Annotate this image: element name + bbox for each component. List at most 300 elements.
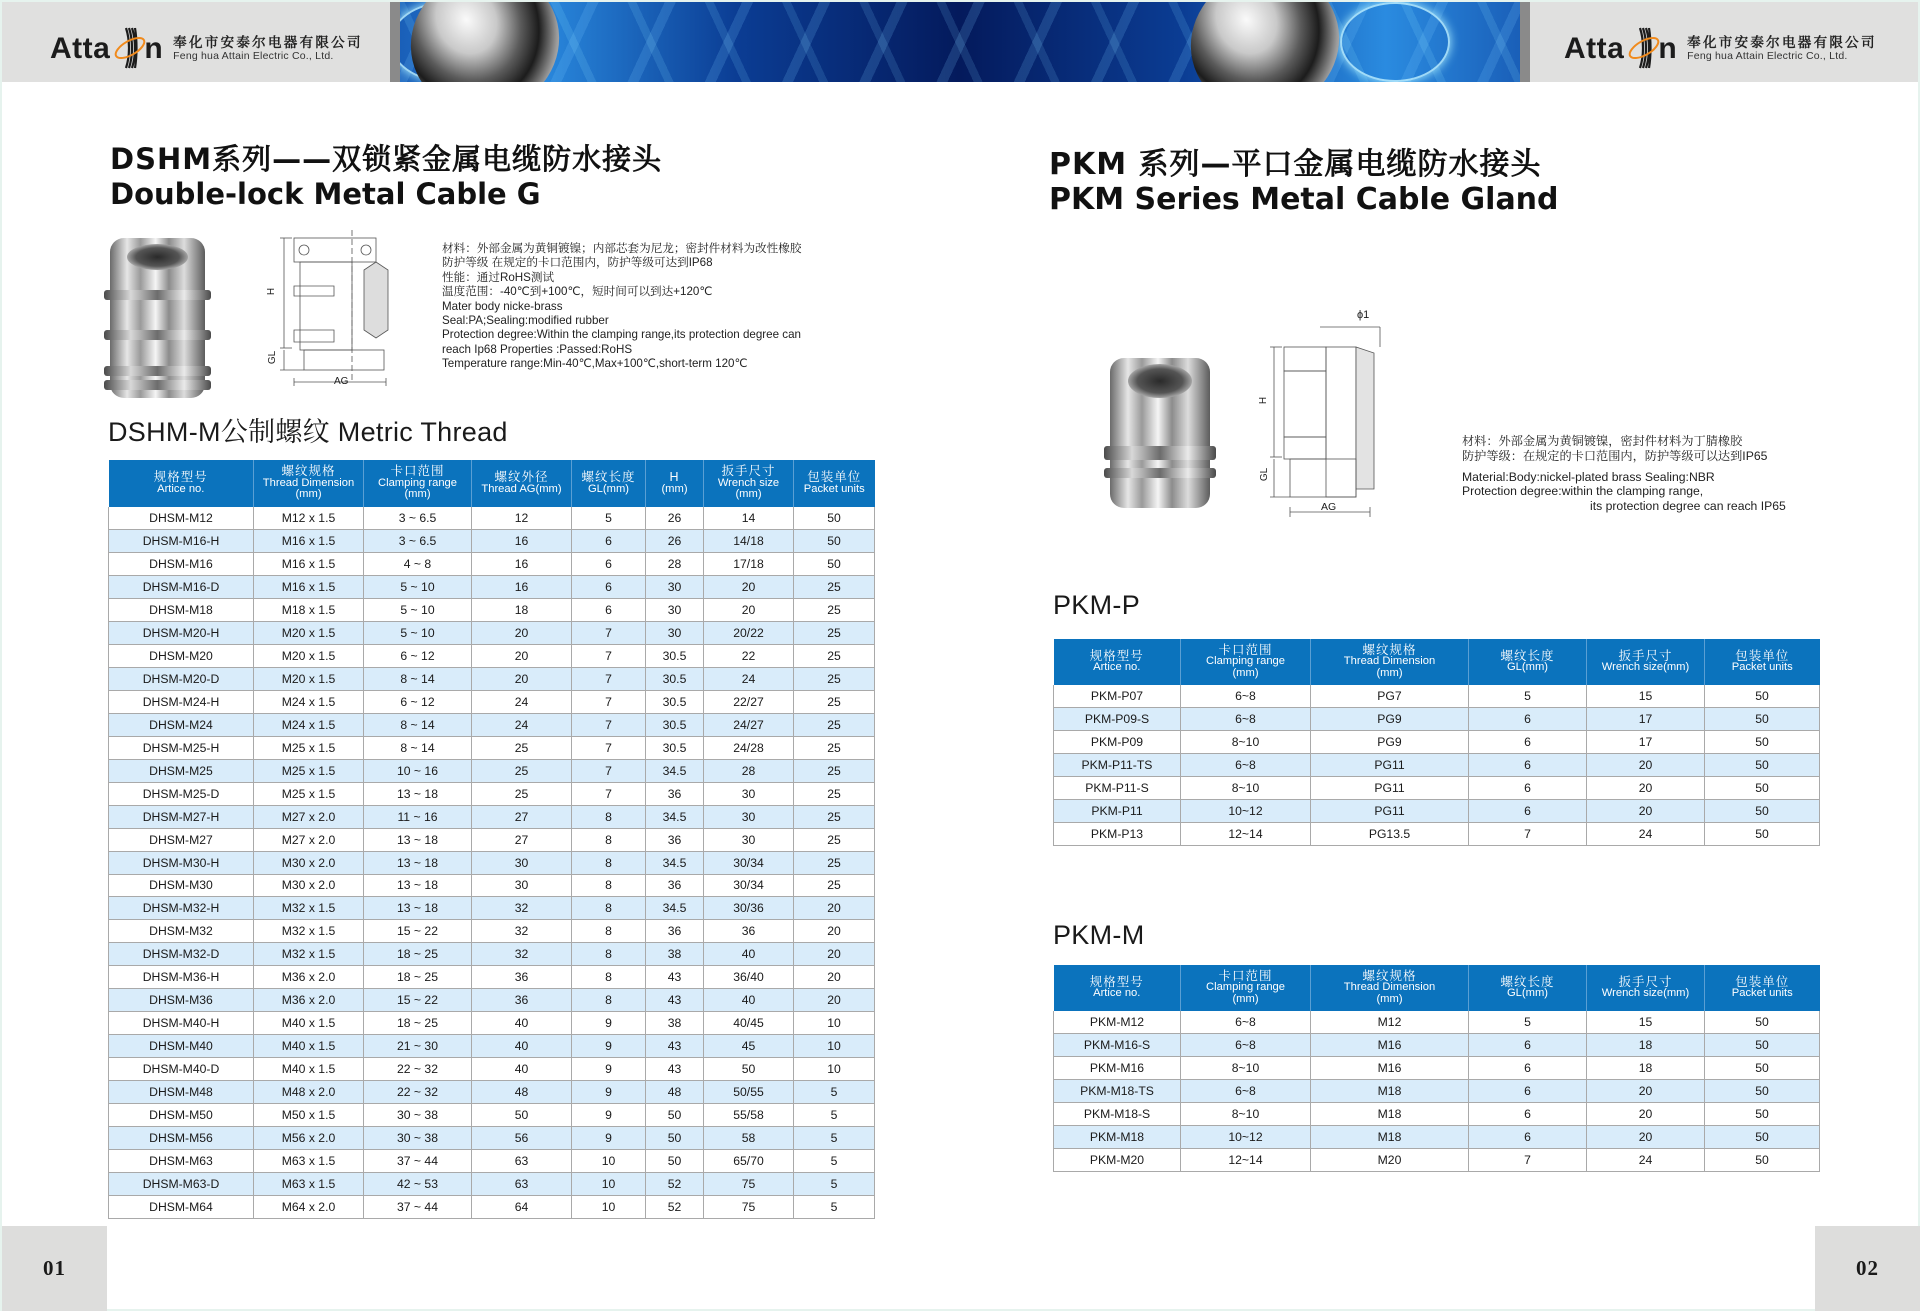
table-row — [109, 599, 875, 622]
table-cell: 24 — [472, 691, 572, 714]
page-number-box-right — [1815, 1226, 1920, 1311]
table-cell: 40 — [704, 989, 794, 1012]
table-cell: PG9 — [1311, 731, 1469, 754]
table-cell: 3 ~ 6.5 — [364, 530, 472, 553]
table-cell: DHSM-M30 — [109, 874, 254, 897]
table-cell: 6~8 — [1181, 685, 1311, 708]
description-line: its protection degree can reach IP65 — [1590, 499, 1786, 514]
drawing-label-gl: GL — [1259, 467, 1271, 482]
table-cell: 32 — [472, 897, 572, 920]
table-cell: 10 ~ 16 — [364, 759, 472, 782]
table-cell: 7 — [572, 645, 646, 668]
table-cell: 24 — [472, 713, 572, 736]
column-header-cn: 卡口范围 — [1218, 968, 1273, 983]
table-cell: 45 — [704, 1035, 794, 1058]
table-cell: DHSM-M48 — [109, 1080, 254, 1103]
column-header-cn: 包装单位 — [807, 470, 862, 484]
dshm-title-cn: DSHM系列——双锁紧金属电缆防水接头 — [110, 142, 663, 176]
table-cell: M24 x 1.5 — [254, 713, 364, 736]
table-cell: 18 ~ 25 — [364, 943, 472, 966]
table-cell: PG11 — [1311, 799, 1469, 822]
table-cell: 24/28 — [704, 736, 794, 759]
column-header-unit: (mm) — [1232, 666, 1259, 679]
table-cell: PKM-P07 — [1054, 685, 1181, 708]
table-cell: 30 — [704, 805, 794, 828]
table-cell: DHSM-M36 — [109, 989, 254, 1012]
table-cell: 50 — [1705, 799, 1820, 822]
company-name-en: Feng hua Attain Electric Co., Ltd. — [173, 49, 334, 62]
table-row — [1054, 1011, 1820, 1034]
table-row — [109, 1149, 875, 1172]
table-cell: 6 — [572, 576, 646, 599]
table-cell: 34.5 — [646, 759, 704, 782]
table-cell: 43 — [646, 966, 704, 989]
table-cell: 8 ~ 14 — [364, 713, 472, 736]
table-cell: DHSM-M16 — [109, 553, 254, 576]
table-cell: 7 — [1469, 822, 1587, 845]
table-cell: M32 x 1.5 — [254, 920, 364, 943]
table-cell: M30 x 2.0 — [254, 851, 364, 874]
table-cell: 43 — [646, 1035, 704, 1058]
table-cell: 30.5 — [646, 691, 704, 714]
table-cell: 16 — [472, 576, 572, 599]
table-cell: DHSM-M20 — [109, 645, 254, 668]
pkm-p-section-label: PKM-P — [1053, 590, 1141, 620]
table-cell: 24 — [1587, 1148, 1705, 1171]
table-cell: 22 ~ 32 — [364, 1058, 472, 1081]
table-cell: 38 — [646, 1012, 704, 1035]
table-cell: DHSM-M32-H — [109, 897, 254, 920]
table-cell: M25 x 1.5 — [254, 782, 364, 805]
table-cell: 36 — [646, 874, 704, 897]
header-logo-right — [1520, 2, 1918, 82]
table-cell: M25 x 1.5 — [254, 759, 364, 782]
table-cell: DHSM-M64 — [109, 1195, 254, 1218]
table-cell: 25 — [794, 691, 875, 714]
pkm-m-section-label: PKM-M — [1053, 920, 1145, 950]
table-cell: 52 — [646, 1195, 704, 1218]
table-cell: 30 — [472, 851, 572, 874]
column-header-unit: (mm) — [1232, 992, 1259, 1005]
table-cell: 50 — [1705, 685, 1820, 708]
table-cell: 5 ~ 10 — [364, 576, 472, 599]
column-header-en: Wrench size(mm) — [1601, 987, 1690, 999]
table-cell: 7 — [572, 713, 646, 736]
table-cell: 7 — [572, 668, 646, 691]
table-cell: M16 x 1.5 — [254, 553, 364, 576]
table-cell: 36 — [472, 989, 572, 1012]
table-row — [109, 1126, 875, 1149]
table-cell: 50 — [1705, 1011, 1820, 1034]
table-cell: DHSM-M40-D — [109, 1058, 254, 1081]
table-cell: 25 — [794, 645, 875, 668]
table-cell: 50 — [1705, 1148, 1820, 1171]
table-cell: M40 x 1.5 — [254, 1035, 364, 1058]
table-cell: 5 — [794, 1195, 875, 1218]
table-cell: 75 — [704, 1195, 794, 1218]
description-line: 防护等级 在规定的卡口范围内，防护等级可达到IP68 — [442, 256, 713, 270]
table-cell: 40/45 — [704, 1012, 794, 1035]
table-cell: PKM-M12 — [1054, 1011, 1181, 1034]
table-cell: 6~8 — [1181, 1034, 1311, 1057]
table-cell: DHSM-M40 — [109, 1035, 254, 1058]
table-cell: 64 — [472, 1195, 572, 1218]
table-cell: 6 — [1469, 754, 1587, 777]
table-cell: 50/55 — [704, 1080, 794, 1103]
table-cell: 40 — [472, 1035, 572, 1058]
table-cell: 6 — [572, 553, 646, 576]
table-cell: 30/34 — [704, 851, 794, 874]
table-cell: 9 — [572, 1012, 646, 1035]
table-cell: 5 — [794, 1149, 875, 1172]
description-line: Mater body nicke-brass — [442, 299, 563, 313]
column-header-en: Artice no. — [1093, 987, 1141, 999]
table-cell: M12 — [1311, 1011, 1469, 1034]
table-cell: 9 — [572, 1035, 646, 1058]
table-cell: 10 — [572, 1195, 646, 1218]
column-header — [109, 460, 254, 507]
table-cell: 50 — [1705, 1057, 1820, 1080]
table-cell: 30 ~ 38 — [364, 1126, 472, 1149]
table-cell: 20 — [704, 576, 794, 599]
column-header-cn: 螺纹长度 — [581, 470, 636, 484]
table-cell: 20 — [1587, 799, 1705, 822]
table-cell: 22 — [704, 645, 794, 668]
table-cell: 50 — [1705, 1125, 1820, 1148]
table-cell: 5 — [794, 1103, 875, 1126]
table-cell: DHSM-M50 — [109, 1103, 254, 1126]
table-row — [109, 507, 875, 530]
table-cell: 48 — [646, 1080, 704, 1103]
table-row — [1054, 822, 1820, 845]
pkm-title-cn: PKM 系列—平口金属电缆防水接头 — [1049, 147, 1542, 182]
table-cell: 25 — [472, 759, 572, 782]
table-cell: DHSM-M27 — [109, 828, 254, 851]
table-cell: 10 — [794, 1058, 875, 1081]
table-cell: PKM-M18-S — [1054, 1103, 1181, 1126]
logo-word-part-1: Atta — [1564, 32, 1625, 65]
column-header-cn: 包装单位 — [1735, 648, 1790, 663]
table-cell: DHSM-M30-H — [109, 851, 254, 874]
table-cell: M16 — [1311, 1034, 1469, 1057]
table-cell: 56 — [472, 1126, 572, 1149]
table-cell: 37 ~ 44 — [364, 1195, 472, 1218]
table-row — [109, 874, 875, 897]
column-header — [1587, 639, 1705, 685]
description-line: Material:Body:nickel-plated brass Sealing:NBR — [1462, 469, 1715, 484]
table-cell: 20 — [794, 920, 875, 943]
table-cell: 30 — [646, 622, 704, 645]
table-cell: 36/40 — [704, 966, 794, 989]
column-header-cn: 扳手尺寸 — [1618, 974, 1673, 989]
table-cell: 50 — [1705, 822, 1820, 845]
table-cell: 30/36 — [704, 897, 794, 920]
logo-edge-bar — [1520, 2, 1530, 82]
column-header — [1054, 639, 1181, 685]
table-cell: 18 — [472, 599, 572, 622]
table-cell: 40 — [472, 1058, 572, 1081]
table-cell: 8~10 — [1181, 1103, 1311, 1126]
table-cell: DHSM-M56 — [109, 1126, 254, 1149]
table-cell: 6~8 — [1181, 754, 1311, 777]
description-line: Protection degree:Within the clamping range,its protection degree can — [442, 328, 801, 342]
table-cell: PKM-M18 — [1054, 1125, 1181, 1148]
column-header-cn: 卡口范围 — [1218, 642, 1273, 657]
logo-wordmark — [1564, 32, 1677, 66]
table-cell: 5 — [1469, 685, 1587, 708]
table-cell: M32 x 1.5 — [254, 897, 364, 920]
column-header-cn: 扳手尺寸 — [1618, 648, 1673, 663]
table-cell: 50 — [1705, 708, 1820, 731]
table-row — [1054, 754, 1820, 777]
column-header-unit: (mm) — [1376, 666, 1403, 679]
description-line: Seal:PA;Sealing:modified rubber — [442, 314, 609, 328]
gland-nut-band — [104, 366, 211, 376]
table-cell: PKM-M16 — [1054, 1057, 1181, 1080]
table-cell: 20 — [794, 943, 875, 966]
table-cell: M20 x 1.5 — [254, 622, 364, 645]
logo-word-part-2: n — [144, 32, 164, 65]
table-cell: PKM-M18-TS — [1054, 1080, 1181, 1103]
table-cell: 5 — [794, 1172, 875, 1195]
column-header-en: Clamping range — [378, 476, 457, 489]
table-cell: M24 x 1.5 — [254, 691, 364, 714]
table-cell: 13 ~ 18 — [364, 782, 472, 805]
table-cell: 9 — [572, 1058, 646, 1081]
catalog-spread — [2, 2, 1918, 1309]
table-row — [109, 989, 875, 1012]
table-row — [109, 805, 875, 828]
table-row — [1054, 1125, 1820, 1148]
table-cell: 43 — [646, 1058, 704, 1081]
dshm-spec-table — [108, 460, 875, 1219]
table-cell: 20 — [472, 645, 572, 668]
column-header-en: Packet units — [1731, 987, 1793, 999]
table-cell: M27 x 2.0 — [254, 805, 364, 828]
column-header — [1469, 965, 1587, 1011]
table-cell: 50 — [704, 1058, 794, 1081]
table-cell: 65/70 — [704, 1149, 794, 1172]
table-cell: 25 — [794, 805, 875, 828]
description-line: reach Ip68 Properties :Passed:RoHS — [442, 342, 633, 356]
table-cell: 20 — [472, 668, 572, 691]
table-cell: DHSM-M18 — [109, 599, 254, 622]
table-cell: 5 — [1469, 1011, 1587, 1034]
pkm-product-photo — [1110, 358, 1210, 508]
table-cell: 50 — [794, 553, 875, 576]
table-row — [109, 943, 875, 966]
table-cell: 24 — [1587, 822, 1705, 845]
table-cell: 50 — [646, 1126, 704, 1149]
gland-opening — [127, 244, 188, 270]
table-cell: 20 — [1587, 1103, 1705, 1126]
table-cell: DHSM-M16-H — [109, 530, 254, 553]
table-cell: DHSM-M63-D — [109, 1172, 254, 1195]
table-cell: 20 — [1587, 754, 1705, 777]
table-cell: M50 x 1.5 — [254, 1103, 364, 1126]
table-cell: PG7 — [1311, 685, 1469, 708]
table-cell: 5 ~ 10 — [364, 622, 472, 645]
table-cell: 25 — [472, 782, 572, 805]
company-logo — [1564, 32, 1877, 66]
table-cell: M18 — [1311, 1125, 1469, 1148]
gland-nut-band — [1104, 468, 1216, 478]
column-header-en: Artice no. — [157, 482, 205, 495]
table-cell: 17 — [1587, 708, 1705, 731]
table-cell: 26 — [646, 530, 704, 553]
right-page-title — [1049, 147, 1559, 217]
table-cell: 12~14 — [1181, 822, 1311, 845]
column-header-cn: H — [669, 470, 680, 484]
table-row — [109, 622, 875, 645]
table-body — [109, 507, 875, 1218]
table-cell: 14 — [704, 507, 794, 530]
table-cell: 14/18 — [704, 530, 794, 553]
table-cell: 36 — [646, 920, 704, 943]
description-line: 性能：通过RoHS测试 — [442, 270, 555, 284]
table-cell: 48 — [472, 1080, 572, 1103]
table-cell: 6 — [1469, 1057, 1587, 1080]
table-cell: 5 — [572, 507, 646, 530]
table-row — [109, 782, 875, 805]
table-cell: M18 — [1311, 1103, 1469, 1126]
column-header-cn: 包装单位 — [1735, 974, 1790, 989]
table-cell: 50 — [1705, 777, 1820, 800]
table-cell: DHSM-M63 — [109, 1149, 254, 1172]
table-row — [109, 668, 875, 691]
table-cell: M63 x 1.5 — [254, 1172, 364, 1195]
column-header-cn: 螺纹规格 — [1362, 642, 1417, 657]
table-cell: 6 — [1469, 799, 1587, 822]
column-header — [1469, 639, 1587, 685]
column-header — [1054, 965, 1181, 1011]
table-cell: 34.5 — [646, 851, 704, 874]
column-header-cn: 螺纹长度 — [1500, 974, 1555, 989]
table-row — [109, 851, 875, 874]
table-cell: 10 — [794, 1012, 875, 1035]
table-cell: 8~10 — [1181, 777, 1311, 800]
column-header — [472, 460, 572, 507]
company-name-cn: 奉化市安泰尔电器有限公司 — [173, 35, 363, 51]
table-cell: 8 — [572, 874, 646, 897]
table-cell: DHSM-M25-H — [109, 736, 254, 759]
description-line: 材料：外部金属为黄铜镀镍；内部芯套为尼龙；密封件材料为改性橡胶 — [442, 242, 802, 255]
column-header-en: Thread Dimension — [1343, 981, 1436, 994]
column-header — [646, 460, 704, 507]
table-cell: DHSM-M16-D — [109, 576, 254, 599]
table-cell: 25 — [794, 576, 875, 599]
table-cell: 25 — [472, 736, 572, 759]
table-cell: M25 x 1.5 — [254, 736, 364, 759]
table-cell: 6~8 — [1181, 1011, 1311, 1034]
table-cell: 10 — [572, 1149, 646, 1172]
description-line: Protection degree:within the clamping range, — [1462, 484, 1704, 499]
page-number-box-left — [2, 1226, 107, 1311]
table-row — [1054, 708, 1820, 731]
table-cell: 16 — [472, 530, 572, 553]
table-cell: 36 — [646, 828, 704, 851]
table-cell: 13 ~ 18 — [364, 874, 472, 897]
table-cell: M18 — [1311, 1080, 1469, 1103]
column-header — [1705, 965, 1820, 1011]
table-cell: 15 — [1587, 685, 1705, 708]
table-row — [109, 759, 875, 782]
table-cell: DHSM-M24 — [109, 713, 254, 736]
column-header — [704, 460, 794, 507]
table-cell: 50 — [794, 507, 875, 530]
table-cell: 38 — [646, 943, 704, 966]
table-cell: 8 — [572, 966, 646, 989]
table-cell: 7 — [572, 736, 646, 759]
table-cell: 43 — [646, 989, 704, 1012]
table-cell: DHSM-M25-D — [109, 782, 254, 805]
column-header-cn: 规格型号 — [1089, 648, 1144, 663]
table-cell: PKM-P09 — [1054, 731, 1181, 754]
table-cell: 20 — [1587, 777, 1705, 800]
table-cell: 7 — [572, 782, 646, 805]
table-cell: 58 — [704, 1126, 794, 1149]
table-row — [109, 691, 875, 714]
table-cell: 6 — [1469, 1080, 1587, 1103]
column-header-unit: (mm) — [404, 488, 431, 501]
table-cell: 13 ~ 18 — [364, 851, 472, 874]
table-row — [1054, 799, 1820, 822]
table-row — [109, 920, 875, 943]
table-row — [109, 1103, 875, 1126]
column-header-en: (mm) — [661, 482, 688, 495]
column-header — [572, 460, 646, 507]
table-cell: M16 — [1311, 1057, 1469, 1080]
dshm-technical-drawing — [264, 230, 414, 390]
table-cell: 6 — [1469, 1103, 1587, 1126]
table-cell: 21 ~ 30 — [364, 1035, 472, 1058]
table-cell: M30 x 2.0 — [254, 874, 364, 897]
column-header — [1705, 639, 1820, 685]
table-cell: 12 — [472, 507, 572, 530]
column-header — [1587, 965, 1705, 1011]
table-cell: 8 — [572, 805, 646, 828]
table-row — [1054, 1034, 1820, 1057]
table-cell: 30 — [646, 576, 704, 599]
table-cell: 20/22 — [704, 622, 794, 645]
table-cell: 25 — [794, 782, 875, 805]
table-cell: DHSM-M25 — [109, 759, 254, 782]
company-logo — [50, 32, 363, 66]
table-row — [109, 1012, 875, 1035]
banner-glow-ring — [1340, 2, 1450, 82]
table-cell: M16 x 1.5 — [254, 576, 364, 599]
description-line: 温度范围：-40℃到+100℃，短时间可以到达+120℃ — [442, 285, 713, 299]
table-cell: 63 — [472, 1149, 572, 1172]
column-header-cn: 螺纹规格 — [1362, 968, 1417, 983]
pkm-title-en: PKM Series Metal Cable Gland — [1049, 182, 1559, 217]
table-cell: 30 — [704, 782, 794, 805]
table-row — [1054, 1148, 1820, 1171]
column-header-cn: 螺纹外径 — [494, 470, 549, 484]
table-cell: 30 ~ 38 — [364, 1103, 472, 1126]
table-cell: PKM-M20 — [1054, 1148, 1181, 1171]
header-logo-left — [2, 2, 400, 82]
table-cell: 63 — [472, 1172, 572, 1195]
description-line: 材料：外部金属为黄铜镀镍，密封件材料为丁腈橡胶 — [1462, 434, 1743, 448]
column-header-cn: 卡口范围 — [390, 464, 445, 479]
table-cell: PG11 — [1311, 754, 1469, 777]
table-cell: 20 — [794, 966, 875, 989]
description-line: 防护等级：在规定的卡口范围内，防护等级可以达到IP65 — [1462, 448, 1768, 463]
table-cell: 40 — [472, 1012, 572, 1035]
table-cell: 20 — [1587, 1125, 1705, 1148]
table-row — [1054, 1057, 1820, 1080]
